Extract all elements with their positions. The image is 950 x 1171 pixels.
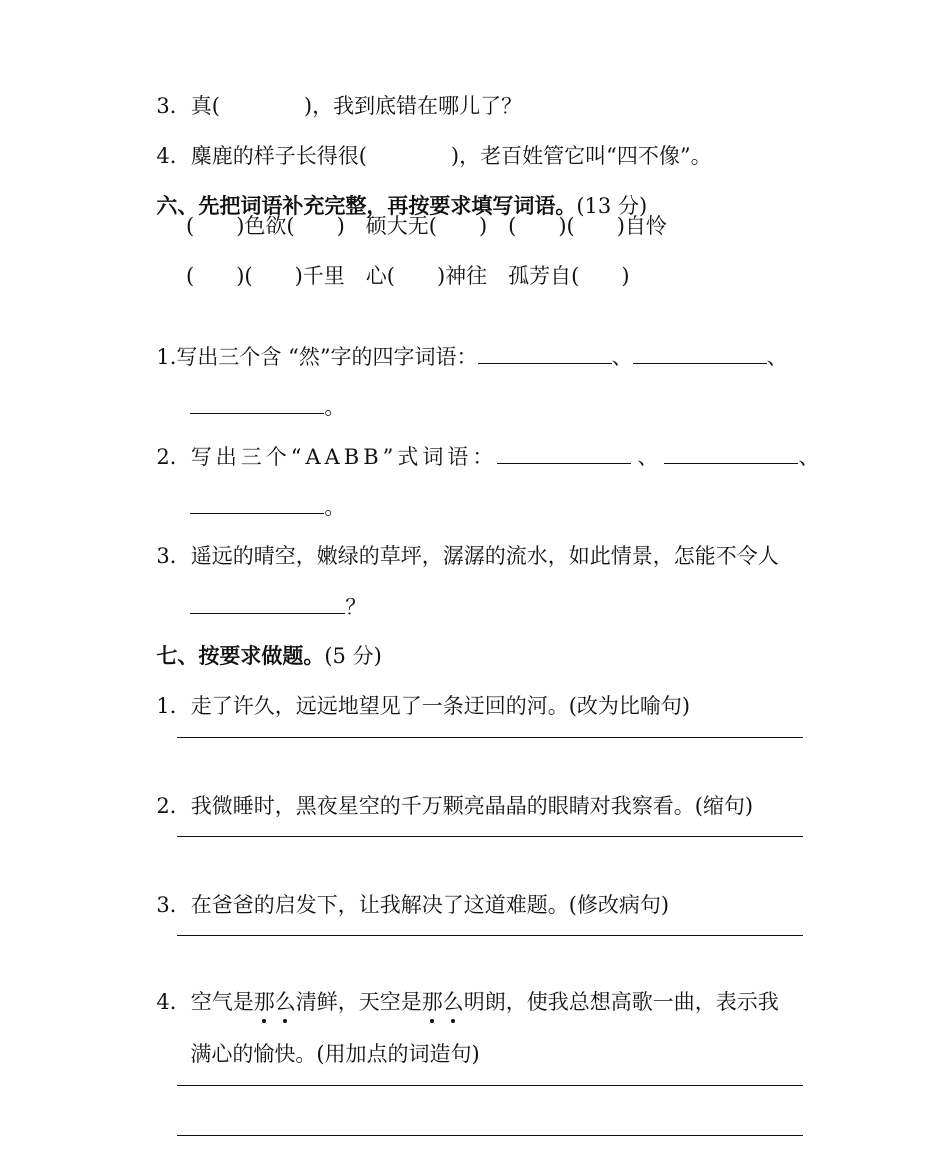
question-text: 明朗，使我总想高歌一曲，表示我 [463, 990, 779, 1014]
answer-line[interactable] [177, 935, 803, 936]
separator: 、 [766, 345, 788, 369]
section-score: (5 分) [324, 644, 382, 668]
question-7-4 [143, 957, 779, 1017]
answer-blank[interactable] [497, 441, 631, 464]
question-text: 清鲜，天空是 [295, 990, 422, 1014]
answer-blank[interactable] [633, 341, 767, 364]
question-hint: (修改病句) [568, 893, 670, 917]
section-score: (13 分) [576, 194, 648, 218]
answer-blank[interactable] [664, 441, 798, 464]
answer-line[interactable] [177, 1135, 803, 1136]
question-hint: (用加点的词造句) [316, 1042, 480, 1066]
question-number: 3． [156, 94, 191, 118]
question-text: 写出三个“AABB”式词语： [190, 445, 498, 469]
separator: 、 [637, 445, 659, 469]
question-mark: ？ [345, 595, 367, 619]
answer-blank[interactable] [478, 341, 612, 364]
question-7-1 [143, 661, 690, 721]
question-7-2 [143, 761, 753, 821]
question-hint: (改为比喻句) [568, 694, 691, 718]
question-number: 2． [156, 794, 191, 818]
question-number: 1. [156, 345, 177, 369]
dotted-char: 那 [254, 987, 275, 1017]
period: 。 [324, 495, 346, 519]
question-text: 在爸爸的启发下，让我解决了这道难题。 [190, 893, 569, 917]
question-7-3 [143, 860, 669, 920]
separator: 、 [798, 445, 820, 469]
idiom-row-1: ( )色欲( ) 硕大无( ) ( )( )自怜 [186, 214, 667, 238]
question-text: 空气是 [190, 990, 254, 1014]
answer-line[interactable] [177, 1085, 803, 1086]
dotted-char: 么 [275, 987, 296, 1017]
question-number: 3． [156, 893, 191, 917]
period: 。 [324, 395, 346, 419]
section-title: 七、按要求做题。 [156, 643, 325, 668]
dotted-char: 那 [422, 987, 443, 1017]
question-text: 遥远的晴空，嫩绿的草坪，潺潺的流水，如此情景，怎能不令人 [190, 544, 779, 568]
answer-line[interactable] [177, 737, 803, 738]
dotted-char: 么 [443, 987, 464, 1017]
question-text: 真( )，我到底错在哪儿了？ [190, 94, 523, 118]
question-number: 1． [156, 694, 191, 718]
separator: 、 [611, 345, 633, 369]
question-number: 3． [156, 544, 191, 568]
idiom-row-2: ( )( )千里 心( )神往 孤芳自( ) [186, 264, 630, 288]
question-text: 我微睡时，黑夜星空的千万颗亮晶晶的眼睛对我察看。 [190, 794, 695, 818]
question-number: 4． [156, 144, 191, 168]
question-text: 麋鹿的样子长得很( )，老百姓管它叫“四不像”。 [190, 144, 712, 168]
answer-line[interactable] [177, 836, 803, 837]
question-text: 走了许久，远远地望见了一条迂回的河。 [190, 694, 569, 718]
question-text: 满心的愉快。 [190, 1042, 317, 1066]
question-text: 写出三个含 “然”字的四字词语： [176, 345, 478, 369]
question-number: 4． [156, 990, 191, 1014]
section-title: 六、先把词语补充完整，再按要求填写词语。 [156, 193, 577, 218]
question-hint: (缩句) [694, 794, 754, 818]
question-7-4-cont [177, 1009, 480, 1069]
question-number: 2． [156, 445, 191, 469]
